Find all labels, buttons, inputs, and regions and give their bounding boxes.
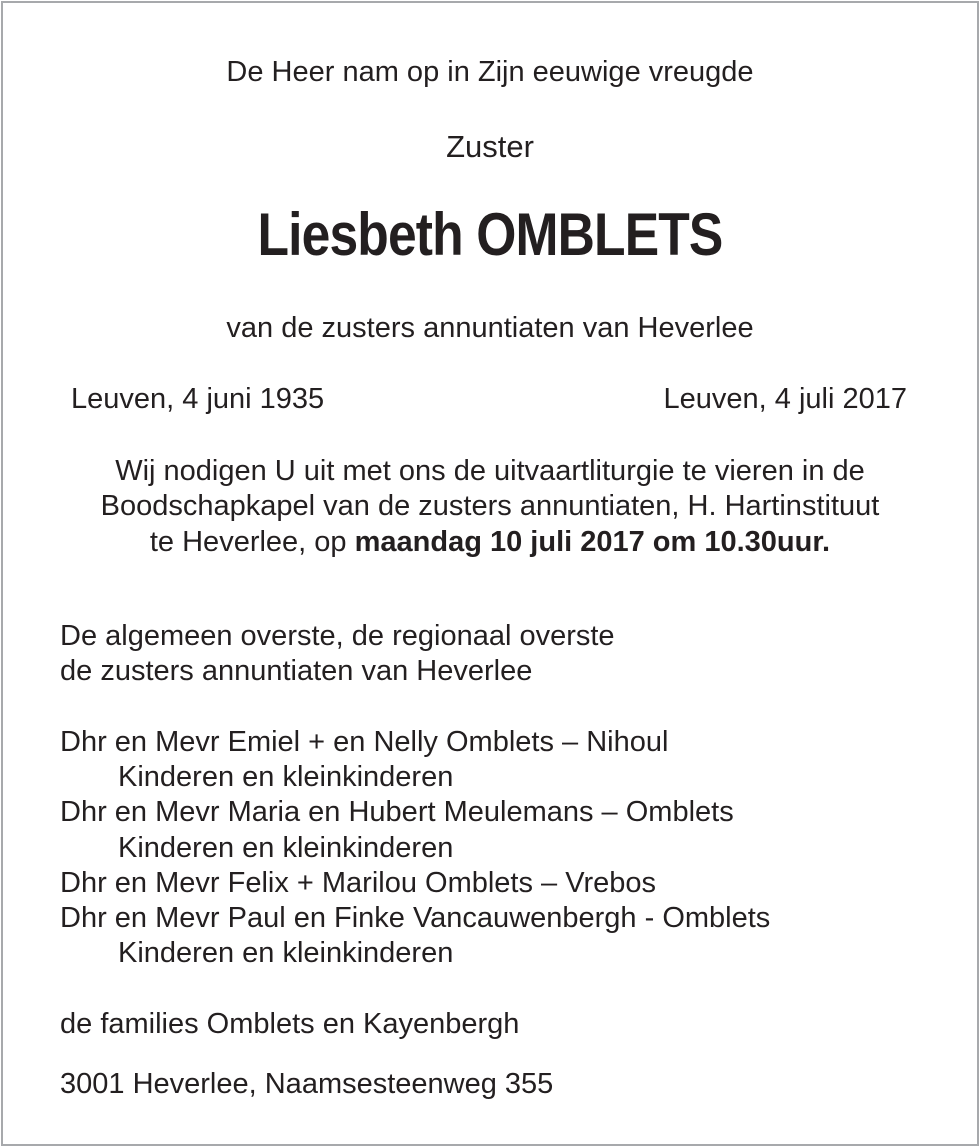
congregation-text: van de zusters annuntiaten van Heverlee bbox=[226, 312, 754, 344]
family-children-line: Kinderen en kleinkinderen bbox=[118, 832, 454, 864]
invitation-line-2: Boodschapkapel van de zusters annuntiaten, H. Hartinstituut bbox=[100, 490, 880, 522]
death-place-date: Leuven, 4 juli 2017 bbox=[663, 383, 907, 415]
deceased-name: Liesbeth OMBLETS bbox=[257, 201, 723, 268]
family-line: Dhr en Mevr Emiel + en Nelly Omblets – Nihoul bbox=[60, 726, 669, 758]
funeral-date-time: maandag 10 juli 2017 om 10.30uur. bbox=[354, 526, 831, 558]
family-line: Dhr en Mevr Maria en Hubert Meulemans – Omblets bbox=[60, 796, 734, 828]
family-line: Dhr en Mevr Paul en Finke Vancauwenbergh - Omblets bbox=[60, 902, 771, 934]
invitation-prefix: te Heverlee, op bbox=[149, 526, 355, 558]
family-children-line: Kinderen en kleinkinderen bbox=[118, 937, 454, 969]
birth-place-date: Leuven, 4 juni 1935 bbox=[71, 383, 325, 415]
invitation-line-1: Wij nodigen U uit met ons de uitvaartliturgie te vieren in de bbox=[115, 455, 865, 487]
address: 3001 Heverlee, Naamsesteenweg 355 bbox=[60, 1068, 554, 1100]
superiors-line-2: de zusters annuntiaten van Heverlee bbox=[60, 655, 533, 687]
title-prefix: Zuster bbox=[446, 129, 534, 164]
obituary-card bbox=[1, 1, 979, 1146]
family-children-line: Kinderen en kleinkinderen bbox=[118, 761, 454, 793]
superiors-line-1: De algemeen overste, de regionaal overste bbox=[60, 620, 615, 652]
family-line: Dhr en Mevr Felix + Marilou Omblets – Vrebos bbox=[60, 867, 657, 899]
extended-families: de families Omblets en Kayenbergh bbox=[60, 1008, 520, 1040]
invitation-line-3 bbox=[3, 525, 977, 560]
intro-text: De Heer nam op in Zijn eeuwige vreugde bbox=[226, 56, 754, 88]
